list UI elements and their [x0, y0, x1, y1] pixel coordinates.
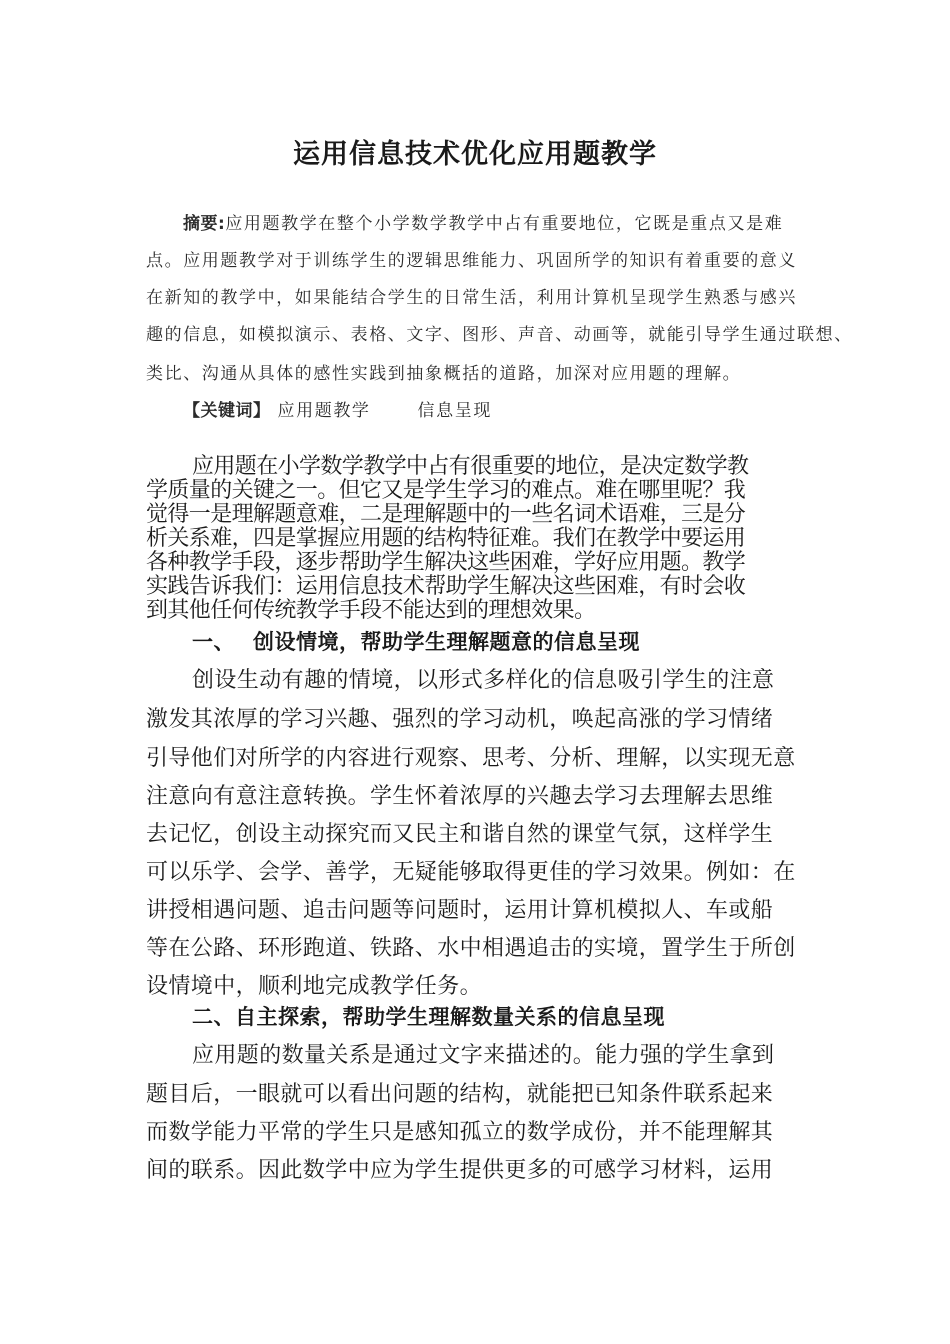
keyword-item: 信息呈现 [417, 401, 492, 421]
section1-line: 可以乐学、会学、善学，无疑能够取得更佳的学习效果。例如：在 [146, 860, 796, 885]
keywords-line [183, 396, 492, 421]
intro-line: 实践告诉我们：运用信息技术帮助学生解决这些困难，有时会收 [146, 574, 746, 599]
section1-line: 注意向有意注意转换。学生怀着浓厚的兴趣去学习去理解去思维 [146, 784, 774, 809]
keywords-label: 【关键词】 [183, 401, 271, 421]
section2-line: 题目后，一眼就可以看出问题的结构，就能把已知条件联系起来 [146, 1082, 774, 1107]
abstract-text: 应用题教学在整个小学数学教学中占有重要地位，它既是重点又是难 [225, 214, 784, 234]
section2-line: 而数学能力平常的学生只是感知孤立的数学成份，并不能理解其 [146, 1120, 774, 1145]
abstract-line: 趣的信息，如模拟演示、表格、文字、图形、声音、动画等，就能引导学生通过联想、 [146, 325, 853, 345]
intro-line: 各种教学手段，逐步帮助学生解决这些困难，学好应用题。教学 [146, 550, 746, 575]
section1-line: 去记忆，创设主动探究而又民主和谐自然的课堂气氛，这样学生 [146, 822, 774, 847]
section2-line: 间的联系。因此数学中应为学生提供更多的可感学习材料，运用 [146, 1158, 774, 1183]
document-title: 运用信息技术优化应用题教学 [293, 139, 657, 170]
section-heading: 二、自主探索，帮助学生理解数量关系的信息呈现 [192, 1005, 665, 1029]
section-heading [192, 626, 640, 656]
section2-line: 应用题的数量关系是通过文字来描述的。能力强的学生拿到 [192, 1043, 775, 1068]
abstract-line [183, 209, 783, 234]
section-title: 创设情境，帮助学生理解题意的信息呈现 [253, 630, 640, 654]
intro-line: 到其他任何传统教学手段不能达到的理想效果。 [146, 598, 596, 623]
intro-line: 析关系难，四是掌握应用题的结构特征难。我们在教学中要运用 [146, 526, 746, 551]
keyword-item: 应用题教学 [277, 401, 371, 421]
section1-line: 引导他们对所学的内容进行观察、思考、分析、理解，以实现无意 [146, 746, 796, 771]
abstract-label: 摘要: [183, 214, 226, 234]
abstract-line: 点。应用题教学对于训练学生的逻辑思维能力、巩固所学的知识有着重要的意义 [146, 251, 797, 271]
intro-line: 觉得一是理解题意难，二是理解题中的一些名词术语难，三是分 [146, 502, 746, 527]
intro-line: 学质量的关键之一。但它又是学生学习的难点。难在哪里呢？我 [146, 478, 746, 503]
section1-line: 设情境中，顺利地完成教学任务。 [146, 974, 483, 999]
abstract-line: 类比、沟通从具体的感性实践到抽象概括的道路，加深对应用题的理解。 [146, 364, 742, 384]
section-number: 一、 [192, 630, 235, 654]
abstract-line: 在新知的教学中，如果能结合学生的日常生活，利用计算机呈现学生熟悉与感兴 [146, 288, 797, 308]
section1-line: 讲授相遇问题、追击问题等问题时，运用计算机模拟人、车或船 [146, 898, 774, 923]
section1-line: 激发其浓厚的学习兴趣、强烈的学习动机，唤起高涨的学习情绪 [146, 707, 774, 732]
intro-line: 应用题在小学数学教学中占有很重要的地位，是决定数学教 [192, 454, 749, 479]
section1-line: 创设生动有趣的情境，以形式多样化的信息吸引学生的注意 [192, 668, 775, 693]
section1-line: 等在公路、环形跑道、铁路、水中相遇追击的实境，置学生于所创 [146, 936, 796, 961]
